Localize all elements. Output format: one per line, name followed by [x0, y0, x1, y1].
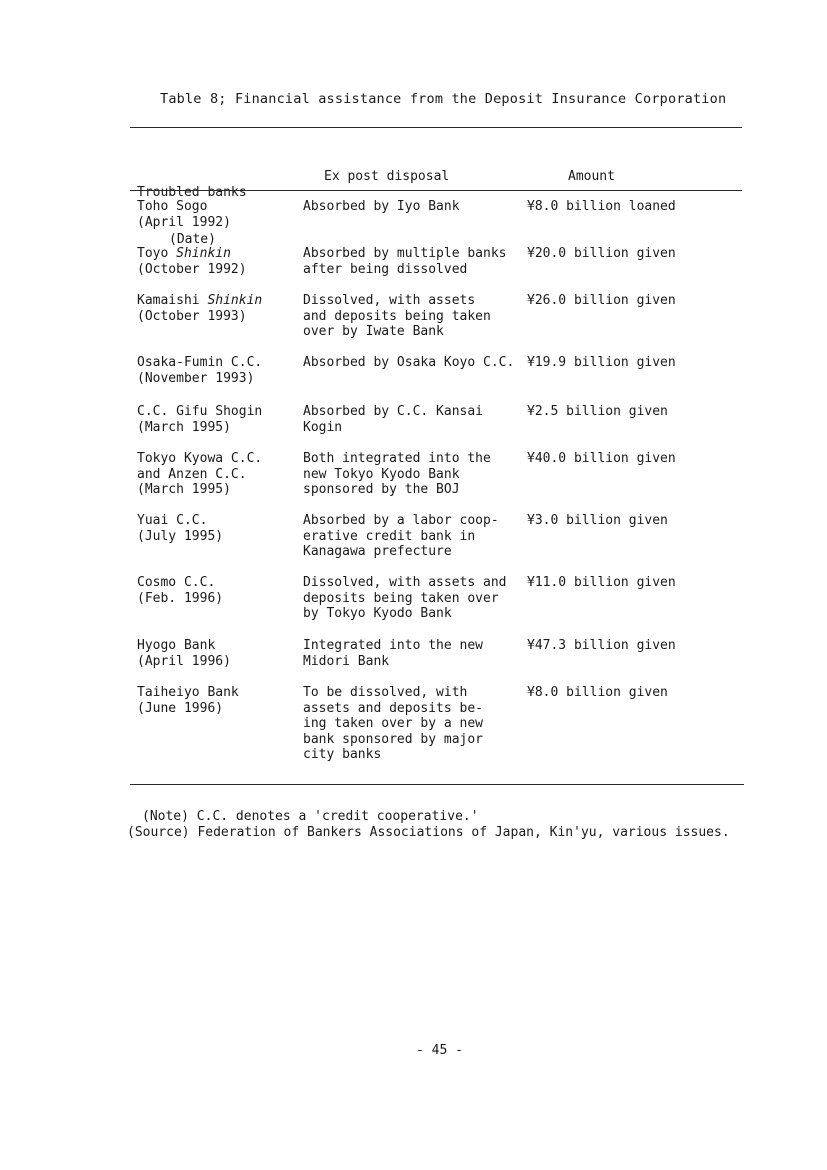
- disposal-line: Kanagawa prefecture: [303, 544, 452, 560]
- troubled-bank-cell: [137, 451, 297, 498]
- amount-cell: ¥2.5 billion given: [527, 404, 668, 419]
- amount-cell: ¥47.3 billion given: [527, 638, 676, 653]
- bank-date: (Feb. 1996): [137, 590, 224, 606]
- disposal-line: new Tokyo Kyodo Bank: [303, 466, 460, 482]
- bank-name: [137, 575, 297, 591]
- bank-date: (March 1995): [137, 482, 231, 498]
- amount-cell: ¥20.0 billion given: [527, 246, 676, 261]
- bank-name: [137, 513, 297, 529]
- disposal-line: sponsored by the BOJ: [303, 482, 460, 498]
- disposal-line: Absorbed by C.C. Kansai: [303, 404, 484, 419]
- disposal-line: Dissolved, with assets and: [303, 575, 507, 590]
- disposal-line: ing taken over by a new: [303, 716, 484, 732]
- bank-name-text: Yuai C.C.: [137, 513, 208, 528]
- disposal-cell: [303, 685, 523, 763]
- disposal-line: Both integrated into the: [303, 451, 491, 466]
- header-ex-post-disposal: Ex post disposal: [324, 169, 450, 184]
- bank-name: [137, 638, 297, 654]
- disposal-cell: [303, 246, 523, 277]
- page-number: - 45 -: [416, 1043, 463, 1058]
- disposal-line: by Tokyo Kyodo Bank: [303, 606, 452, 622]
- bank-name-text: Toyo: [137, 246, 177, 261]
- bank-name-text: Hyogo Bank: [137, 638, 216, 653]
- disposal-line: and deposits being taken: [303, 308, 491, 324]
- bank-name-text: and Anzen C.C.: [137, 466, 247, 482]
- bank-date: (November 1993): [137, 370, 255, 386]
- disposal-line: Dissolved, with assets: [303, 293, 476, 308]
- bank-date: (March 1995): [137, 419, 231, 435]
- troubled-bank-cell: [137, 513, 297, 544]
- bank-date: (July 1995): [137, 528, 224, 544]
- bank-name-text: Osaka-Fumin C.C.: [137, 355, 263, 370]
- amount-cell: ¥8.0 billion loaned: [527, 199, 676, 214]
- bank-name-text: Tokyo Kyowa C.C.: [137, 451, 263, 466]
- header-amount: Amount: [568, 169, 615, 184]
- bank-name: [137, 685, 297, 701]
- disposal-line: city banks: [303, 747, 382, 763]
- header-date-label: (Date): [169, 231, 216, 247]
- bank-date: (October 1992): [137, 261, 247, 277]
- disposal-cell: [303, 638, 523, 669]
- bank-date: (April 1992): [137, 214, 231, 230]
- bank-name-text: Taiheiyo Bank: [137, 685, 239, 700]
- disposal-line: erative credit bank in: [303, 528, 476, 544]
- bank-type-italic: Shinkin: [176, 246, 231, 261]
- bank-name-text: Cosmo C.C.: [137, 575, 216, 590]
- disposal-line: assets and deposits be-: [303, 700, 484, 716]
- troubled-bank-cell: [137, 685, 297, 716]
- disposal-line: Midori Bank: [303, 653, 390, 669]
- disposal-line: after being dissolved: [303, 261, 468, 277]
- disposal-line: To be dissolved, with: [303, 685, 468, 700]
- troubled-bank-cell: [137, 575, 297, 606]
- table-bottom-rule: [130, 784, 744, 785]
- troubled-bank-cell: [137, 404, 297, 435]
- troubled-bank-cell: [137, 246, 297, 277]
- bank-name: [137, 404, 297, 420]
- bank-name: [137, 293, 297, 309]
- bank-name-text: Kamaishi: [137, 293, 208, 308]
- disposal-line: Absorbed by Osaka Koyo C.C.: [303, 355, 515, 370]
- bank-name-text: Toho Sogo: [137, 199, 208, 214]
- disposal-line: bank sponsored by major: [303, 731, 484, 747]
- table-title: Table 8; Financial assistance from the Deposit Insurance Corporation: [160, 91, 727, 107]
- troubled-bank-cell: [137, 293, 297, 324]
- disposal-cell: [303, 575, 523, 622]
- bank-date: (April 1996): [137, 653, 231, 669]
- disposal-line: Absorbed by a labor coop-: [303, 513, 499, 528]
- amount-cell: ¥26.0 billion given: [527, 293, 676, 308]
- disposal-line: over by Iwate Bank: [303, 324, 444, 340]
- disposal-line: Absorbed by Iyo Bank: [303, 199, 460, 214]
- bank-date: (June 1996): [137, 700, 224, 716]
- amount-cell: ¥8.0 billion given: [527, 685, 668, 700]
- table-note: (Note) C.C. denotes a 'credit cooperative.': [142, 809, 479, 824]
- amount-cell: ¥19.9 billion given: [527, 355, 676, 370]
- table-source: (Source) Federation of Bankers Associations of Japan, Kin'yu, various issues.: [127, 825, 730, 840]
- bank-name: [137, 467, 297, 483]
- troubled-bank-cell: [137, 199, 297, 230]
- disposal-line: deposits being taken over: [303, 590, 499, 606]
- bank-name: [137, 355, 297, 371]
- bank-name: [137, 246, 297, 262]
- bank-date: (October 1993): [137, 308, 247, 324]
- amount-cell: ¥40.0 billion given: [527, 451, 676, 466]
- troubled-bank-cell: [137, 355, 297, 386]
- header-bank-label: Troubled banks: [137, 185, 247, 200]
- amount-cell: ¥11.0 billion given: [527, 575, 676, 590]
- disposal-cell: [303, 293, 523, 340]
- disposal-line: Absorbed by multiple banks: [303, 246, 507, 261]
- bank-type-italic: Shinkin: [207, 293, 263, 308]
- disposal-cell: [303, 199, 523, 215]
- disposal-cell: [303, 355, 523, 371]
- bank-name-text: C.C. Gifu Shogin: [137, 404, 263, 419]
- troubled-bank-cell: [137, 638, 297, 669]
- disposal-cell: [303, 513, 523, 560]
- header-rule: [130, 190, 742, 191]
- disposal-line: Kogin: [303, 419, 343, 435]
- bank-name: [137, 199, 297, 215]
- bank-name: [137, 451, 297, 467]
- disposal-line: Integrated into the new: [303, 638, 484, 653]
- amount-cell: ¥3.0 billion given: [527, 513, 668, 528]
- disposal-cell: [303, 451, 523, 498]
- disposal-cell: [303, 404, 523, 435]
- table-top-rule: [130, 127, 742, 128]
